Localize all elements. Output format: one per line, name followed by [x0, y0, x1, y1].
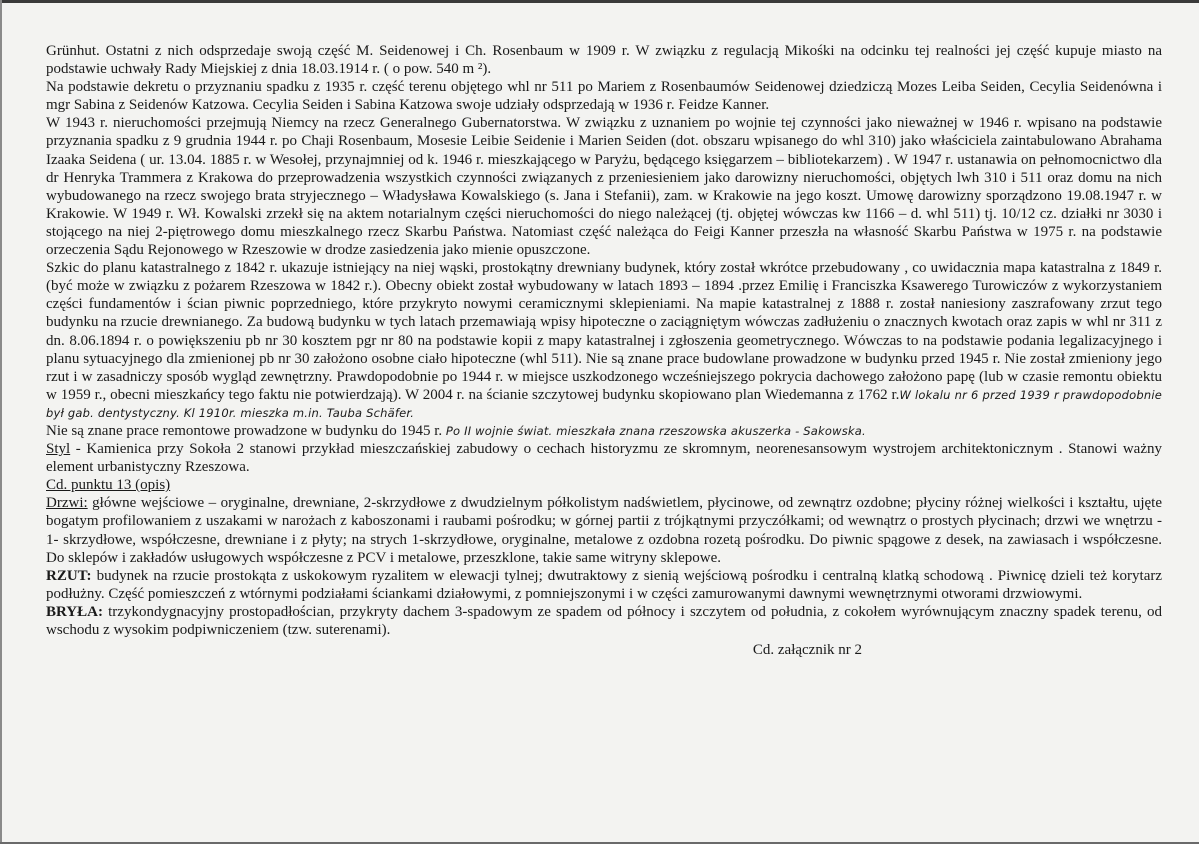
bryla-text: trzykondygnacyjny prostopadłościan, przykryty dachem 3-spadowym ze spadem od północy i szczytem od południa, z cokołem wyrównującym znaczny spadek terenu, od wschodu z wysokim podpiwniczeniem (tzw. suterenami). [46, 603, 1162, 638]
paragraph-history-1943: W 1943 r. nieruchomości przejmują Niemcy na rzecz Generalnego Gubernatorstwa. W związku z uznaniem po wojnie tej czynności jako nieważnej w 1946 r. wpisano na podstawie przyznania spadku z 9 grudnia 1944 r. po Chaji Rosenbaum, Mosesie Leibie Seidenie i Marien Seiden (dot. obszaru wpisanego do whl 310) jako właściciela zaintabulowano Abrahama Izaaka Seidena ( ur. 13.04. 1885 r. w Wesołej, przynajmniej od k. 1946 r. mieszkającego w Paryżu, będącego księgarzem – bibliotekarzem) . W 1947 r. ustanawia on pełnomocnictwo dla dr Henryka Trammera z Krakowa do przeprowadzenia wszystkich czynności związanych z przeniesieniem jako darowizny nieruchomości, objętych lwh 310 i 511 oraz domu na nich wybudowanego na rzecz swojego brata stryjecznego – Władysława Kowalskiego (s. Jana i Stefanii), zam. w Krakowie na jego koszt. Umowę darowizny sporządzono 19.08.1947 r. w Krakowie. W 1949 r. Wł. Kowalski zrzekł się na aktem notarialnym części nieruchomości do niego należącej (tj. objętej wówczas kw 1166 – d. whl 511) tj. 10/12 cz. działki nr 3030 i stojącego na niej 2-piętrowego domu mieszkalnego rzecz Skarbu Państwa. Natomiast część należąca do Feigi Kanner przeszła na własność Skarbu Państwa w 1975 r. na podstawie orzeczenia Sądu Rejonowego w Rzeszowie w drodze zasiedzenia jako mienie opuszczone. [46, 115, 1162, 259]
handwritten-note-dentist: W lokalu nr 6 przed 1939 r prawdopodobnie był gab. dentystyczny. Kl 1910r. mieszka m.in. Tauba Schäfer. [46, 387, 1162, 420]
scan-edge-top [0, 0, 1199, 3]
paragraph-bryla [46, 603, 1162, 639]
paragraph-drzwi [46, 494, 1162, 566]
rzut-text: budynek na rzucie prostokąta z uskokowym ryzalitem w elewacji tylnej; dwutraktowy z sienią wejściową pośrodku i centralną klatką schodową . Piwnicę dzieli też korytarz podłużny. Część pomieszczeń z wtórnymi podziałami ściankami działowymi, z pomniejszonymi i w części zamurowanymi dawnymi wewnętrznymi otworami drzwiowymi. [46, 567, 1162, 602]
styl-label: Styl [46, 441, 71, 458]
renovation-text: Nie są znane prace remontowe prowadzone w budynku do 1945 r. [46, 422, 443, 439]
paragraph-cadastral-plan [46, 259, 1162, 422]
drzwi-label: Drzwi: [46, 495, 88, 512]
paragraph-inheritance-1935: Na podstawie dekretu o przyznaniu spadku z 1935 r. część terenu objętego whl nr 511 po Mariem z Rosenbaumów Seidenowej dziedziczą Mozes Leiba Seiden, Cecylia Seidenówna i mgr Sabina z Seidenów Katzowa. Cecylia Seiden i Sabina Katzowa swoje udziały odsprzedają w 1936 r. Feidze Kanner. [46, 79, 1162, 114]
drzwi-text: główne wejściowe – oryginalne, drewniane, 2-skrzydłowe z dwudzielnym półkolistym nadświetlem, płycinowe, od zewnątrz ozdobne; płyciny różnej wielkości i kształtu, ujęte bogatym profilowaniem z uszakami w narożach z kaboszonami i raubami pośrodku; w górnej partii z trójkątnymi przyczółkami; od wewnątrz o prostych płycinach; drzwi we wnętrzu - 1- skrzydłowe, współczesne, drewniane i z płyty; na strych 1-skrzydłowe, oryginalne, metalowe z ozdobna rozetą pośrodku. Do piwnic spągowe z desek, na zawiasach i współczesne. Do sklepów i zakładów usługowych współczesne z PCV i metalowe, przeszklone, takie same witryny sklepowe. [46, 495, 1162, 566]
paragraph-rzut [46, 567, 1162, 603]
paragraph-ownership-1909: Grünhut. Ostatni z nich odsprzedaje swoją część M. Seidenowej i Ch. Rosenbaum w 1909 r. W związku z regulacją Mikośki na odcinku tej realności jej część kupuje miasto na podstawie uchwały Rady Miejskiej z dnia 18.03.1914 r. ( o pow. 540 m ²). [46, 43, 1162, 78]
section-heading-cd-punktu: Cd. punktu 13 (opis) [46, 477, 171, 494]
bryla-label: BRYŁA: [46, 603, 103, 620]
appendix-reference: Cd. załącznik nr 2 [752, 642, 862, 659]
rzut-label: RZUT: [46, 567, 92, 584]
paragraph-renovation [46, 422, 1162, 440]
cadastral-text: Szkic do planu katastralnego z 1842 r. ukazuje istniejący na niej wąski, prostokątny drewniany budynek, który został wkrótce przebudowany , co uwidacznia mapa katastralna z 1849 r. (być może w związku z pożarem Rzeszowa w 1842 r.). Obecny obiekt został wybudowany w latach 1893 – 1894 .przez Emilię i Franciszka Ksawerego Turowiczów z wykorzystaniem części fundamentów i ścian piwnic poprzedniego, które przykryto nowymi ceramicznymi sklepieniami. Na mapie katastralnej z 1888 r. został naniesiony zaszrafowany zrzut tego budynku na rzucie drewnianego. Za budową budynku w tych latach przemawiają wpisy hipoteczne o zaciągniętym wówczas zadłużeniu o znacznych kwotach oraz zapis w whl nr 311 z dn. 8.06.1894 r. o powiększeniu pb nr 30 kosztem pgr nr 80 na podstawie kopii z mapy katastralnej i zgłoszenia geometrycznego. Wówczas to na podstawie podania legalizacyjnego i planu sytuacyjnego dla zmienionej pb nr 30 założono osobne ciało hipoteczne (whl 511). Nie są znane prace budowlane prowadzone w budynku przed 1945 r. Nie został zmieniony jego rzut i w zasadniczy sposób wygląd zewnętrzny. Prawdopodobnie po 1944 r. w miejsce uszkodzonego wcześniejszego pokrycia dachowego założono papę (lub w czasie remontu obiektu w 1959 r., obecni mieszkańcy tego faktu nie potwierdzają). W 2004 r. na ścianie szczytowej budynku skopiowano plan Wiedemanna z 1762 r. [46, 260, 1162, 403]
paragraph-styl [46, 440, 1162, 476]
styl-text: - Kamienica przy Sokoła 2 stanowi przykład mieszczańskiej zabudowy o cechach historyzmu ze skromnym, neorenesansowym wystrojem architektonicznym . Stanowi ważny element urbanistyczny Rzeszowa. [46, 441, 1162, 476]
handwritten-note-midwife: Po II wojnie świat. mieszkała znana rzeszowska akuszerka - Sakowska. [445, 423, 866, 438]
scan-edge-left [0, 0, 2, 844]
